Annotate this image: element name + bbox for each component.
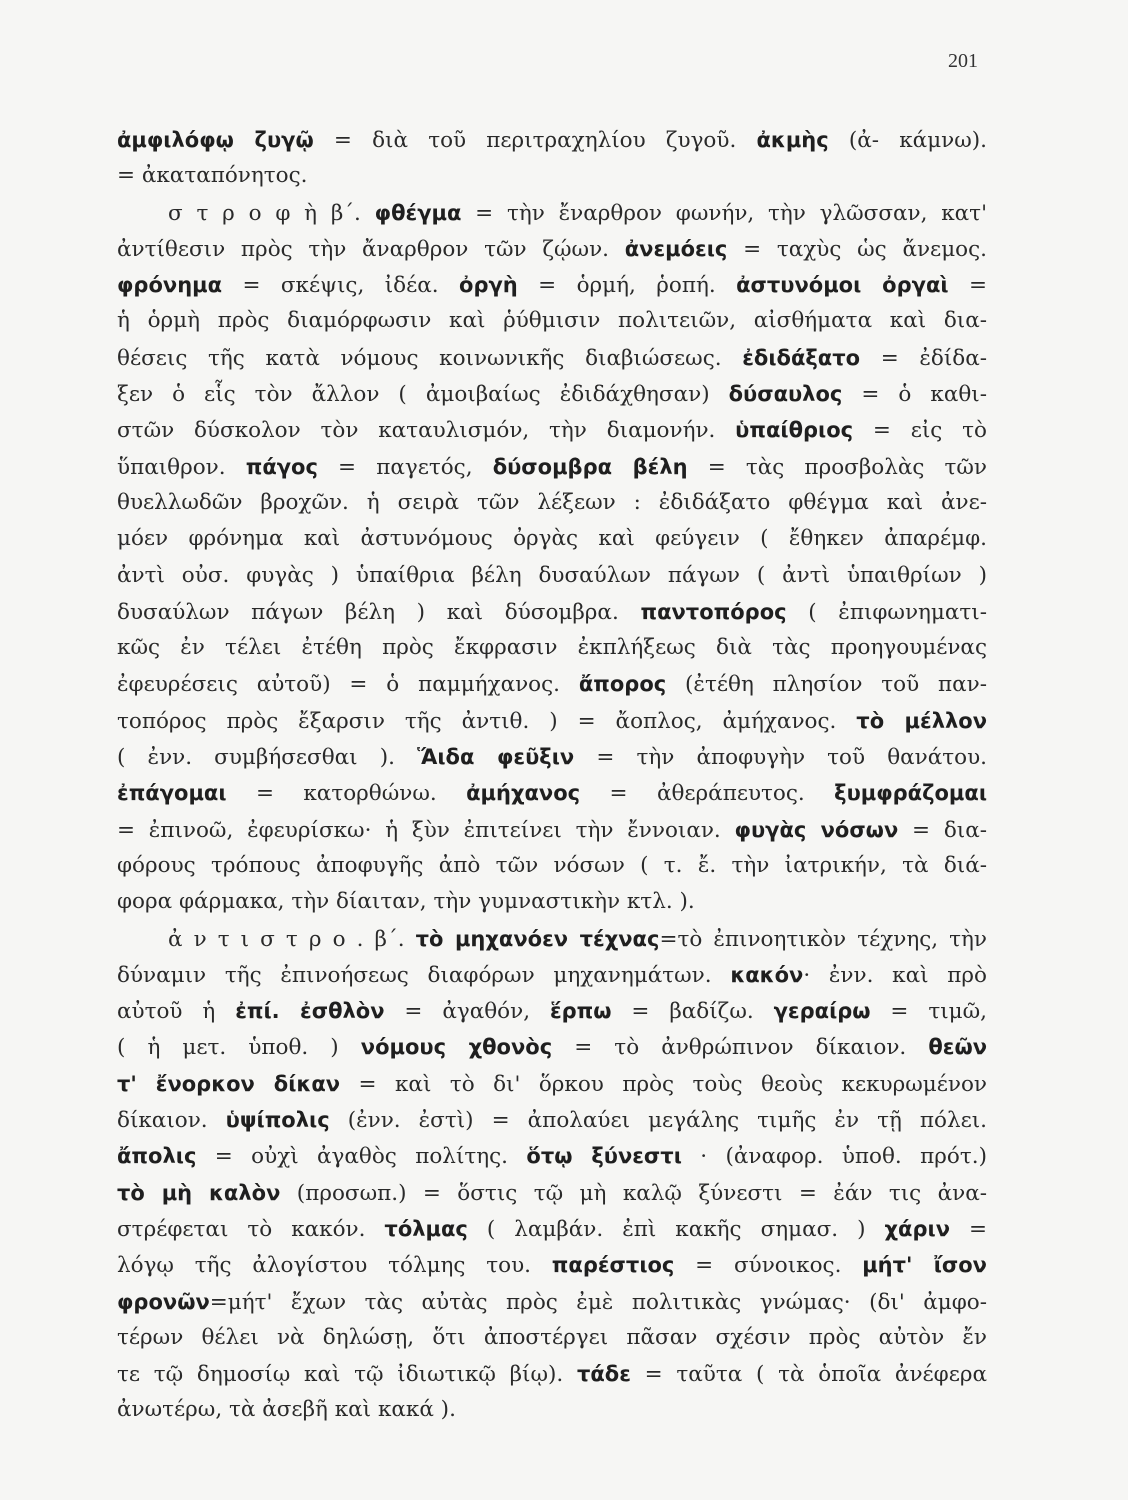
gloss-text: = ἐδίδα- xyxy=(860,345,987,371)
gloss-text: = xyxy=(950,1216,987,1242)
text-line xyxy=(117,340,987,376)
text-line xyxy=(117,812,987,848)
text-line xyxy=(117,521,987,557)
gloss-text: κῶς ἐν τέλει ἐτέθη πρὸς ἔκφρασιν ἐκπλήξεως διὰ τὰς προηγουμένας xyxy=(117,635,987,661)
lemma: ἀμήχανος xyxy=(466,781,581,806)
gloss-text: = ἐπινοῶ, ἐφευρίσκω· ἡ ξὺν ἐπιτείνει τὴν ἔννοιαν. xyxy=(117,817,735,843)
lemma: ὅτῳ ξύνεστι xyxy=(526,1144,682,1169)
gloss-text: = ὁ καθι- xyxy=(842,382,987,408)
lemma: τάδε xyxy=(576,1362,631,1387)
text-line xyxy=(117,1175,987,1211)
text-line xyxy=(117,1320,987,1356)
gloss-text: θέσεις τῆς κατὰ νόμους κοινωνικῆς διαβιώσεως. xyxy=(117,345,743,371)
text-line xyxy=(117,739,987,775)
gloss-text: ( ἐνν. συμβήσεσθαι ). xyxy=(117,745,418,771)
lemma: τὸ μέλλον xyxy=(856,708,988,733)
text-line xyxy=(117,594,987,630)
text-line xyxy=(117,1029,987,1065)
lemma: ὑψίπολις xyxy=(225,1108,330,1133)
gloss-text: = παγετός, xyxy=(317,454,493,480)
text-line xyxy=(117,1284,987,1320)
gloss-text: = ἀγαθόν, xyxy=(384,999,550,1025)
gloss-text: = τὸ ἀνθρώπινον δίκαιον. xyxy=(552,1035,929,1061)
lemma: παντοπόρος xyxy=(640,599,787,624)
gloss-text: = ταῦτα ( τὰ ὁποῖα ἀνέφερα xyxy=(630,1362,987,1388)
gloss-text: αὐτοῦ ἡ xyxy=(117,999,236,1025)
gloss-text: λόγῳ τῆς ἀλογίστου τόλμης του. xyxy=(117,1253,552,1279)
text-line xyxy=(117,303,987,339)
lemma: μήτ' ἴσον xyxy=(862,1253,987,1278)
lemma: δύσαυλος xyxy=(728,382,843,407)
gloss-text: ἀνωτέρω, τὰ ἀσεβῆ καὶ κακά ). xyxy=(117,1397,456,1423)
lemma: πάγος xyxy=(245,454,318,479)
gloss-text: = σκέψις, ἰδέα. xyxy=(222,273,460,299)
lemma: ἀνεμόεις xyxy=(624,236,728,261)
gloss-text: σ τ ρ ο φ ὴ β΄. xyxy=(168,200,375,226)
lemma: ὑπαίθριος xyxy=(735,418,854,443)
lemma: Ἅιδα φεῦξιν xyxy=(417,745,575,770)
lemma: ὀργὴ xyxy=(459,273,518,298)
text-line xyxy=(117,1211,987,1247)
gloss-text: · ἐνν. καὶ πρὸ xyxy=(803,962,987,988)
page-number: 201 xyxy=(948,50,978,72)
gloss-text: ἀντίθεσιν πρὸς τὴν ἄναρθρον τῶν ζῴων. xyxy=(117,236,625,262)
gloss-text: τέρων θέλει νὰ δηλώσῃ, ὅτι ἀποστέργει πᾶσαν σχέσιν πρὸς αὐτὸν ἔν xyxy=(117,1324,987,1350)
text-line xyxy=(117,412,987,448)
gloss-text: = δια- xyxy=(898,817,987,843)
gloss-text: στῶν δύσκολον τὸν καταυλισμόν, τὴν διαμονήν. xyxy=(117,418,736,444)
gloss-text: ( λαμβάν. ἐπὶ κακῆς σημασ. ) xyxy=(467,1216,885,1242)
text-line xyxy=(117,703,987,739)
lemma: ἐδιδάξατο xyxy=(742,345,861,370)
lemma: χάριν xyxy=(884,1216,950,1241)
text-line xyxy=(117,1066,987,1102)
gloss-text: ἐφευρέσεις αὐτοῦ) = ὁ παμμήχανος. xyxy=(117,672,579,698)
lemma: τὸ μηχανόεν τέχνας xyxy=(415,926,660,951)
gloss-text: (προσωπ.) = ὅστις τῷ μὴ καλῷ ξύνεστι = ἐάν τις ἀνα- xyxy=(280,1180,987,1206)
lemma: δύσομβρα βέλη xyxy=(492,454,688,479)
gloss-text: (ἀ- κάμνω). xyxy=(828,128,987,153)
gloss-text: =μήτ' ἔχων τὰς αὐτὰς πρὸς ἐμὲ πολιτικὰς γνώμας· (δι' ἀμφο- xyxy=(209,1289,987,1315)
text-line xyxy=(117,1138,987,1174)
gloss-text: = εἰς τὸ xyxy=(853,418,987,444)
gloss-text: δίκαιον. xyxy=(117,1108,226,1134)
lemma: κακόν xyxy=(730,962,804,987)
gloss-text: ἀντὶ οὐσ. φυγὰς ) ὑπαίθρια βέλη δυσαύλων πάγων ( ἀντὶ ὑπαιθρίων ) xyxy=(117,562,987,588)
lemma: τ' ἔνορκον δίκαν xyxy=(117,1071,341,1096)
gloss-text: δύναμιν τῆς ἐπινοήσεως διαφόρων μηχανημάτων. xyxy=(117,962,731,988)
gloss-text: δυσαύλων πάγων βέλη ) καὶ δύσομβρα. xyxy=(117,599,641,625)
text-line xyxy=(117,775,987,811)
gloss-text: = βαδίζω. xyxy=(611,999,774,1025)
text-line xyxy=(117,558,987,594)
text-line xyxy=(117,1392,987,1428)
gloss-text: = διὰ τοῦ περιτραχηλίου ζυγοῦ. xyxy=(313,128,757,153)
gloss-text: = ταχὺς ὡς ἄνεμος. xyxy=(727,236,987,262)
gloss-text: = καὶ τὸ δι' ὅρκου πρὸς τοὺς θεοὺς κεκυρωμένον xyxy=(340,1071,987,1097)
lemma: ξυμφράζομαι xyxy=(834,781,987,806)
gloss-text: = ἀθεράπευτος. xyxy=(580,781,835,807)
text-line xyxy=(117,884,987,920)
gloss-text: ( ἡ μετ. ὑποθ. ) xyxy=(117,1035,361,1061)
gloss-text: = κατορθώνω. xyxy=(226,781,467,807)
text-line xyxy=(117,666,987,702)
gloss-text: τοπόρος πρὸς ἔξαρσιν τῆς ἀντιθ. ) = ἄοπλος, ἀμήχανος. xyxy=(117,708,857,734)
lemma: τόλμας xyxy=(384,1216,468,1241)
lemma: φρονῶν xyxy=(117,1289,210,1314)
gloss-text: ὕπαιθρον. xyxy=(117,454,246,480)
gloss-text: φορα φάρμακα, τὴν δίαιταν, τὴν γυμναστικὴν κτλ. ). xyxy=(117,889,695,915)
text-line xyxy=(117,848,987,884)
lemma: φρόνημα xyxy=(117,273,223,298)
text-line xyxy=(117,158,987,194)
lemma: ἄπολις xyxy=(117,1144,197,1169)
text-line xyxy=(117,1356,987,1392)
gloss-text: · (ἀναφορ. ὑποθ. πρότ.) xyxy=(681,1144,987,1170)
text-line xyxy=(117,921,987,957)
gloss-text: θυελλωδῶν βροχῶν. ἡ σειρὰ τῶν λέξεων : ἐδιδάξατο φθέγμα καὶ ἀνε- xyxy=(117,489,987,515)
gloss-text: ξεν ὁ εἷς τὸν ἄλλον ( ἀμοιβαίως ἐδιδάχθησαν) xyxy=(117,382,729,408)
commentary-text xyxy=(117,122,987,1429)
lemma: φθέγμα xyxy=(374,200,462,225)
gloss-text: ἀ ν τ ι σ τ ρ ο . β΄. xyxy=(168,926,416,952)
gloss-text: (ἐνν. ἐστὶ) = ἀπολαύει μεγάλης τιμῆς ἐν τῇ πόλει. xyxy=(329,1108,987,1134)
text-line xyxy=(117,1247,987,1283)
gloss-text: ἡ ὁρμὴ πρὸς διαμόρφωσιν καὶ ῥύθμισιν πολιτειῶν, αἰσθήματα καὶ δια- xyxy=(117,308,987,334)
gloss-text: μόεν φρόνημα καὶ ἀστυνόμους ὀργὰς καὶ φεύγειν ( ἔθηκεν ἀπαρέμφ. xyxy=(117,526,987,552)
gloss-text: = τιμῶ, xyxy=(870,999,988,1025)
lemma: τὸ μὴ καλὸν xyxy=(117,1180,281,1205)
lemma: γεραίρω xyxy=(773,999,871,1024)
gloss-text: = τὴν ἔναρθρον φωνήν, τὴν γλῶσσαν, κατ' xyxy=(461,200,987,226)
gloss-text: = ὁρμή, ῥοπή. xyxy=(517,273,737,299)
lemma: ἄπορος xyxy=(578,672,667,697)
gloss-text: = τὴν ἀποφυγὴν τοῦ θανάτου. xyxy=(574,745,988,771)
text-line xyxy=(117,231,987,267)
gloss-text: = σύνοικος. xyxy=(674,1253,863,1279)
lemma: νόμους χθονὸς xyxy=(360,1035,553,1060)
text-line xyxy=(117,267,987,303)
gloss-text: ( ἐπιφωνηματι- xyxy=(786,599,987,625)
lemma: ἐπί. ἐσθλὸν xyxy=(235,999,385,1024)
lemma: ἀκμὴς xyxy=(756,128,829,152)
lemma: ἕρπω xyxy=(549,999,612,1024)
text-line xyxy=(117,449,987,485)
text-line xyxy=(117,376,987,412)
gloss-text: = τὰς προσβολὰς τῶν xyxy=(687,454,988,480)
gloss-text: =τὸ ἐπινοητικὸν τέχνης, τὴν xyxy=(659,926,987,952)
text-line xyxy=(117,957,987,993)
gloss-text: φόρους τρόπους ἀποφυγῆς ἀπὸ τῶν νόσων ( τ. ἔ. τὴν ἰατρικήν, τὰ διά- xyxy=(117,852,987,878)
text-line xyxy=(117,195,987,231)
gloss-text: = οὐχὶ ἀγαθὸς πολίτης. xyxy=(196,1144,527,1170)
lemma: ἐπάγομαι xyxy=(117,781,227,806)
gloss-text: = ἀκαταπόνητος. xyxy=(117,163,308,189)
gloss-text: τε τῷ δημοσίῳ καὶ τῷ ἰδιωτικῷ βίῳ). xyxy=(117,1362,577,1388)
lemma: ἀστυνόμοι ὀργαὶ xyxy=(736,273,949,298)
gloss-text: (ἐτέθη πλησίον τοῦ παν- xyxy=(666,672,987,698)
text-line xyxy=(117,485,987,521)
gloss-text: στρέφεται τὸ κακόν. xyxy=(117,1216,385,1242)
lemma: παρέστιος xyxy=(551,1253,675,1278)
text-line xyxy=(117,122,987,158)
text-line xyxy=(117,1102,987,1138)
lemma: θεῶν xyxy=(928,1035,988,1060)
gloss-text: = xyxy=(948,273,987,299)
lemma: ἀμφιλόφῳ ζυγῷ xyxy=(117,128,314,152)
text-line xyxy=(117,993,987,1029)
text-line xyxy=(117,630,987,666)
lemma: φυγὰς νόσων xyxy=(734,817,899,842)
